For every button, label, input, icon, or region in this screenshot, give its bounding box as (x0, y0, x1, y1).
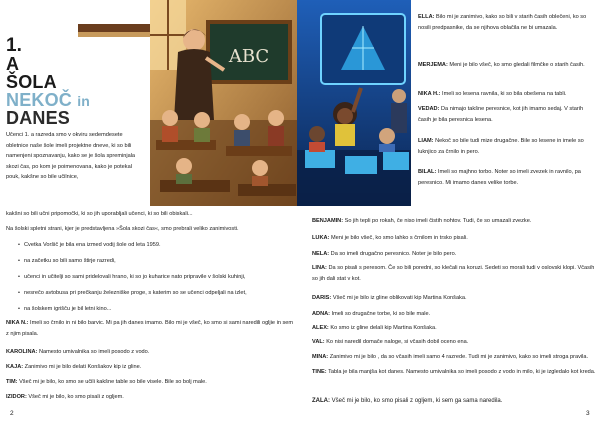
list-item: • na začetku so bili samo štirje razredi, (24, 256, 296, 272)
speaker-name: ADNA: (312, 311, 331, 317)
quote-text: So jih tepli po rokah, če niso imeli čistih nohtov. Tudi, če so umazali zvezke. (344, 218, 532, 224)
quote-text: Všeč mi je bilo, ko smo pisali z ogljem. (28, 394, 124, 400)
quote-text: Imeli so majhno torbo. Noter so imeli zvezek in ravnilo, pa peresnico. Mi imamo danes velike torbe. (418, 169, 581, 186)
speaker-name: BENJAMIN: (312, 218, 344, 224)
quote-text: Zanimivo mi je bilo , da so včasih imeli samo 4 razrede. Tudi mi je zanimivo, kako so imeli stroga pravila. (329, 354, 589, 360)
speaker-name: LIAM: (418, 138, 434, 144)
quote-nika-n (6, 318, 296, 339)
quote-merjema (418, 60, 594, 71)
speaker-name: NIKA H.: (418, 91, 441, 97)
old-classroom-image (150, 0, 297, 206)
quote-text: Da so pisali s peresom. Če so bili poredni, so klečali na koruzi. Sedeti so morali tudi v oslovski klopi. Včasih so jih dali stat v kot. (312, 265, 595, 282)
quote-text: Meni je bilo všeč, ko smo lahko s črnilom in trsko pisali. (330, 235, 468, 241)
quote-text: Všeč mi je bilo, ko smo pisali z ogljem, ki sem ga sama naredila. (331, 398, 503, 404)
quote-nika-h (418, 89, 594, 100)
quote-text: Da so imeli drugačno peresnico. Noter je bilo pero. (330, 251, 457, 257)
quote-liam (418, 136, 594, 157)
title-line-nekoc (6, 91, 96, 109)
article-title (6, 36, 96, 127)
quote-karolina (6, 347, 296, 358)
speaker-name: KAROLINA: (6, 349, 38, 355)
quote-text: Ko smo iz gline delali kip Martina Konšaka. (330, 325, 437, 331)
title-line-danes: DANES (6, 108, 71, 128)
speaker-name: BILAL: (418, 169, 437, 175)
quote-ella (418, 12, 594, 33)
decor-bar-brown (78, 24, 150, 32)
illustration-modern-classroom (297, 0, 411, 206)
speaker-name: ZALA: (312, 398, 330, 404)
quote-izidor (6, 392, 296, 403)
title-line-a: A (6, 54, 20, 74)
intro-paragraph: Učenci 1. a razreda smo v okviru sedemdesete obletnice naše šole imeli projektne dneve, ki so bili namenjeni spoznavanju, kako se je šola spreminjala skozi čas, po kom je poimenovana, kako je potekal pouk, kakšne so bile učilnice, (6, 132, 136, 180)
quote-text: Tabla je bila manjša kot danes. Namesto umivalnika so imeli posodo z vodo in milo, ki je izgledalo kot kreda. (328, 369, 596, 375)
quote-text: Ko nisi naredil domače naloge, si včasih dobil oceno ena. (326, 339, 469, 345)
lead-paragraph: Na šolski spletni strani, kjer je predstavljena »Šola skozi čas«, smo prebrali veliko zanimivosti. (6, 226, 239, 232)
quote-alex (312, 323, 596, 334)
speaker-name: MERJEMA: (418, 62, 448, 68)
list-item: • učenci in učitelji so sami pridelovali hrano, ki so jo kuharice nato pripravile v šolski kuhinji, (24, 272, 296, 288)
facts-list (24, 240, 296, 320)
quote-text: Bilo mi je zanimivo, kako so bili v starih časih oblečeni, ko so nosili predpasnike, da se njihova oblačila ne bi umazala. (418, 14, 587, 31)
quote-text: Všeč mi je bilo iz gline oblikovati kip Martina Konšaka. (332, 295, 467, 301)
quote-text: Da nimajo takšne peresnice, kot jih imamo sedaj. V starih časih je bila peresnica lesena. (418, 106, 584, 123)
quote-text: Všeč mi je bilo, ko smo se učili kakšne table so bile visele. Bile so bolj male. (19, 379, 207, 385)
quote-daris (312, 293, 596, 304)
speaker-name: VAL: (312, 339, 325, 345)
quote-text: Zanimivo mi je bilo delati Konšakov kip iz gline. (24, 364, 142, 370)
quote-text: Nekoč so bile tudi mize drugačne. Bile so lesene in imele so luknjico za črnilo in pero. (418, 138, 584, 155)
speaker-name: NIKA N.: (6, 320, 29, 326)
quote-bilal (418, 167, 594, 188)
quote-text: Meni je bilo všeč, ko smo gledali filmčke o starih časih. (449, 62, 585, 68)
quote-tim (6, 377, 296, 388)
quote-text: Imeli so drugačne torbe, ki so bile male. (331, 311, 431, 317)
title-number: 1. (6, 35, 22, 56)
quote-vedad (418, 104, 594, 125)
quote-adna (312, 309, 596, 320)
speaker-name: DARIS: (312, 295, 332, 301)
speaker-name: TIM: (6, 379, 18, 385)
speaker-name: LINA: (312, 265, 327, 271)
chalkboard-text: ABC (228, 46, 270, 67)
title-word-nekoc: NEKOČ (6, 90, 73, 110)
speaker-name: TINE: (312, 369, 327, 375)
list-item: • nesrečo avtobusa pri prečkanju železniške proge, s katerim so se učenci odpeljali na izlet, (24, 288, 296, 304)
page-number-right: 3 (586, 410, 590, 417)
speaker-name: ELLA: (418, 14, 435, 20)
modern-classroom-image (297, 0, 411, 206)
quote-mina (312, 352, 596, 363)
illustration-old-classroom (150, 0, 297, 206)
speaker-name: ALEX: (312, 325, 329, 331)
speaker-name: VEDAD: (418, 106, 440, 112)
quote-luka (312, 233, 596, 244)
title-word-in: in (77, 93, 91, 109)
quote-text: Imeli so lesena ravnila, ki so bila obešena na tabli. (442, 91, 567, 97)
quote-benjamin (312, 216, 596, 227)
list-item: • na šolskem igrišču je bil letni kino... (24, 304, 296, 320)
list-item: • Cvetka Voršič je bila ena izmed vodij šole od leta 1959. (24, 240, 296, 256)
speaker-name: LUKA: (312, 235, 330, 241)
quote-text: Namesto umivalnika so imeli posodo z vodo. (38, 349, 150, 355)
quote-kaja (6, 362, 296, 373)
quote-tine (312, 367, 596, 378)
speaker-name: MINA: (312, 354, 329, 360)
speaker-name: NELA: (312, 251, 330, 257)
quote-val (312, 337, 596, 348)
page-number-left: 2 (10, 410, 14, 417)
quote-text: Imeli so črnilo in ni bilo barvic. Mi pa jih danes imamo. Bilo mi je všeč, ko smo si sami naredili ogljie in sem z njim pisala. (6, 320, 294, 337)
intro-paragraph-continued: kakšni so bili učni pripomočki, ki so jih uporabljali učenci, ki so bili obiskali... (6, 211, 193, 217)
speaker-name: KAJA: (6, 364, 24, 370)
quote-nela (312, 249, 596, 260)
quote-zala (312, 396, 596, 407)
speaker-name: IZIDOR: (6, 394, 27, 400)
title-line-sola: ŠOLA (6, 72, 57, 92)
quote-lina (312, 263, 596, 284)
